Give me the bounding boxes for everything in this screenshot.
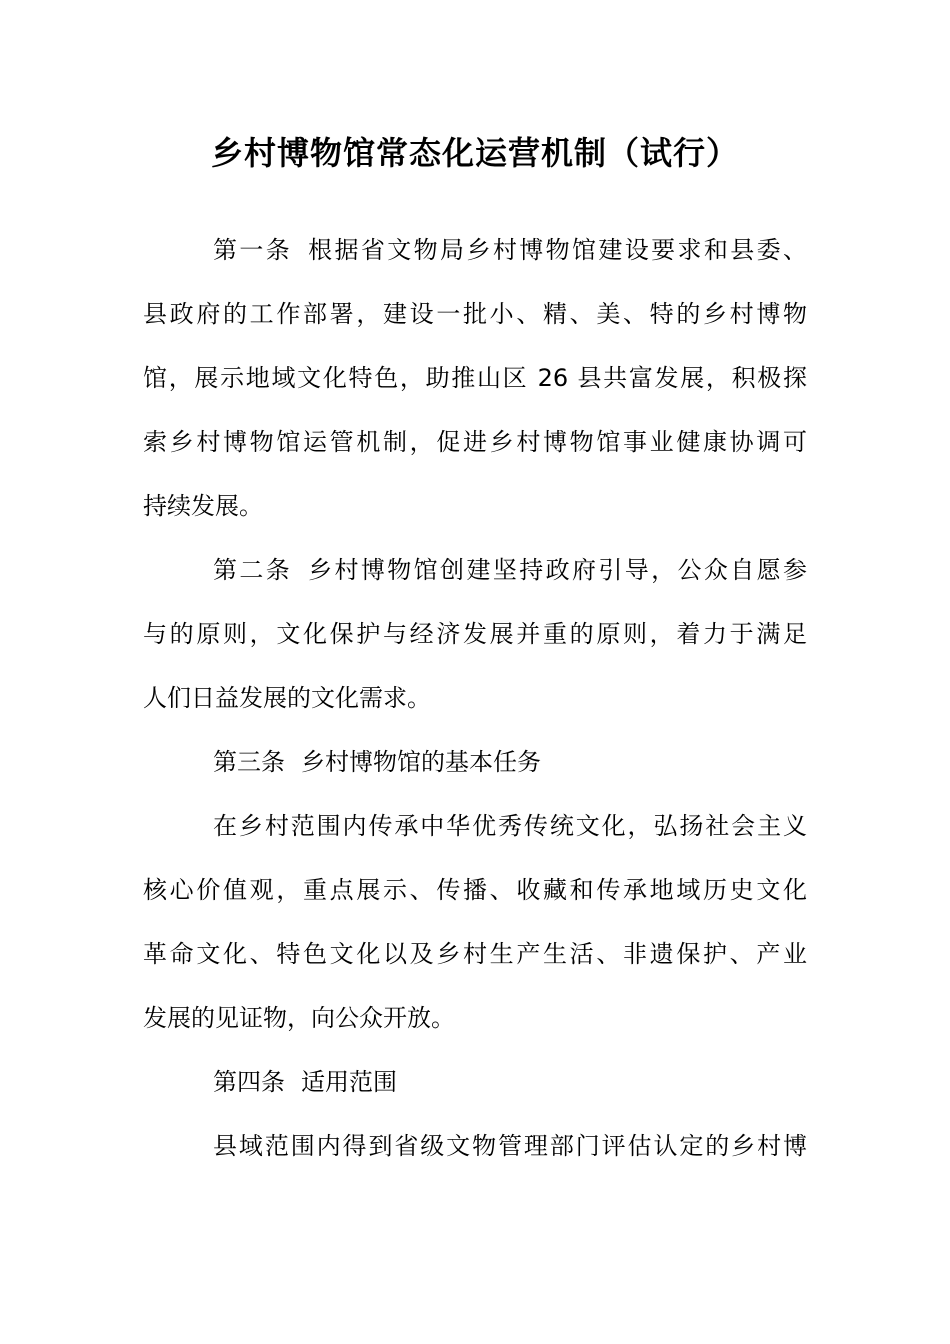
article-1-number: 第一条 [213, 236, 293, 264]
article-3-line-3: 革命文化、特色文化以及乡村生产生活、非遗保护、产业 [143, 940, 807, 968]
article-3-heading: 乡村博物馆的基本任务 [301, 748, 541, 776]
article-1-line-4: 索乡村博物馆运管机制，促进乡村博物馆事业健康协调可 [143, 428, 807, 456]
article-2-text-1: 乡村博物馆创建坚持政府引导，公众自愿参 [308, 556, 808, 584]
article-2-number: 第二条 [213, 556, 293, 584]
document-body [143, 225, 807, 1185]
article-4-heading-line [143, 1057, 807, 1121]
article-2-line-3: 人们日益发展的文化需求。 [143, 684, 431, 712]
article-1 [143, 225, 807, 545]
article-3-line-4: 发展的见证物，向公众开放。 [143, 1004, 455, 1032]
article-1-text-1: 根据省文物局乡村博物馆建设要求和县委、 [308, 236, 808, 264]
article-1-line-2: 县政府的工作部署，建设一批小、精、美、特的乡村博物 [143, 300, 807, 328]
article-1-line-1 [143, 225, 807, 289]
article-3-line-2: 核心价值观，重点展示、传播、收藏和传承地域历史文化 [143, 876, 807, 904]
article-3-heading-line [143, 737, 807, 801]
article-3 [143, 737, 807, 1057]
article-4-line-1: 县域范围内得到省级文物管理部门评估认定的乡村博 [213, 1132, 807, 1160]
document-title: 乡村博物馆常态化运营机制（试行） [210, 134, 739, 172]
article-4-number: 第四条 [213, 1068, 285, 1096]
article-4 [143, 1057, 807, 1185]
article-2 [143, 545, 807, 737]
article-2-line-1 [143, 545, 807, 609]
article-1-line-5: 持续发展。 [143, 492, 263, 520]
article-4-heading: 适用范围 [301, 1068, 397, 1096]
article-3-line-1: 在乡村范围内传承中华优秀传统文化，弘扬社会主义 [213, 812, 807, 840]
article-1-line-3: 馆，展示地域文化特色，助推山区 26 县共富发展，积极探 [143, 364, 807, 392]
article-3-number: 第三条 [213, 748, 285, 776]
article-2-line-2: 与的原则，文化保护与经济发展并重的原则，着力于满足 [143, 620, 807, 648]
